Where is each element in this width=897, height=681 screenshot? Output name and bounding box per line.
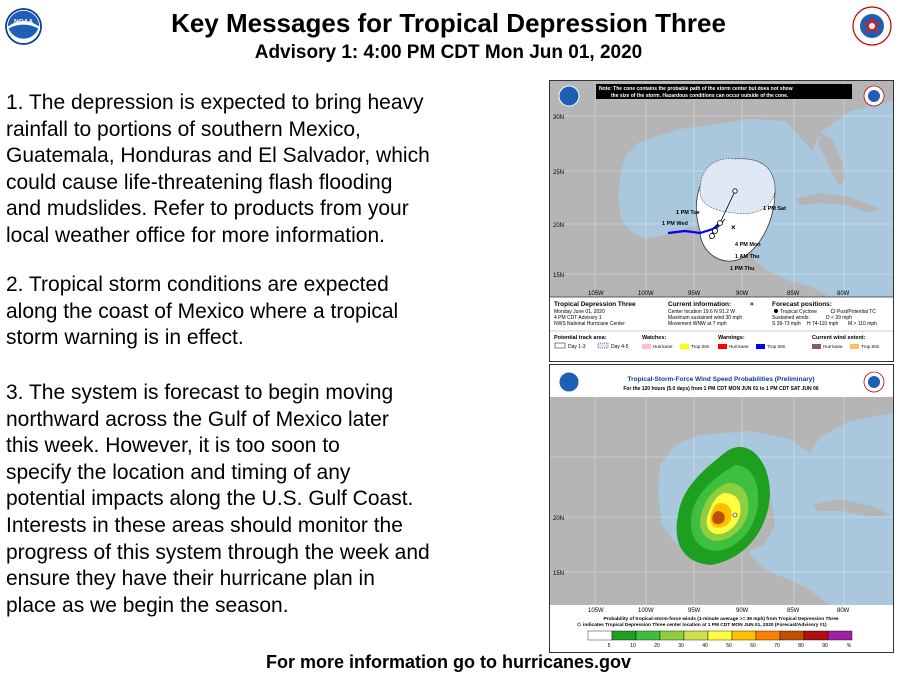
lon-label: 85W [787, 608, 800, 614]
scale-swatch [612, 631, 636, 640]
svg-text:Potential track area:: Potential track area: [554, 335, 607, 341]
svg-text:M > 110 mph: M > 110 mph [848, 321, 877, 327]
svg-text:D < 39 mph: D < 39 mph [826, 315, 852, 321]
current-wind: Maximum sustained wind 30 mph [668, 315, 743, 321]
post-tc-dot [831, 309, 835, 313]
lon-label: 95W [688, 291, 701, 297]
svg-text:Day 1-3: Day 1-3 [568, 344, 586, 350]
storm-center-marker [733, 513, 737, 517]
svg-text:Trop Stm: Trop Stm [767, 344, 786, 349]
page-title: Key Messages for Tropical Depression Three [171, 8, 726, 38]
track-label-thu-am: 1 AM Thu [735, 254, 760, 260]
current-center: Center location 19.6 N 91.2 W [668, 309, 735, 315]
scale-label: 60 [750, 643, 756, 649]
svg-text:Warnings:: Warnings: [718, 335, 745, 341]
lat-label: 15N [553, 571, 565, 577]
cone-graphic [549, 80, 894, 362]
svg-text:Trop Stm: Trop Stm [861, 344, 880, 349]
lon-label: 80W [837, 291, 850, 297]
lon-label: 105W [588, 608, 604, 614]
scale-label: 50 [726, 643, 732, 649]
prob-caption-1: Probability of tropical-storm-force winds (1-minute average >= 39 mph) from Tropical Depression Three [603, 617, 839, 622]
prob-caption-2: indicates Tropical Depression Three center location at 1 PM CDT MON JUN 01, 2020 (Forecast/Advisory #1) [583, 623, 827, 628]
current-info-title: Current information: [668, 301, 732, 308]
prob-title: Tropical-Storm-Force Wind Speed Probabilities (Preliminary) [627, 376, 815, 383]
svg-text:Tropical Cyclone: Tropical Cyclone [780, 309, 818, 315]
scale-swatch [660, 631, 684, 640]
track-label-mon: 4 PM Mon [735, 242, 761, 248]
lat-label: 15N [553, 273, 565, 279]
lon-label: 100W [638, 608, 654, 614]
cone-note-line2: the size of the storm. Hazardous conditions can occur outside of the cone. [611, 93, 789, 99]
advisory-subtitle: Advisory 1: 4:00 PM CDT Mon Jun 01, 2020 [254, 42, 643, 63]
scale-swatch [756, 631, 780, 640]
hurricane-extent-swatch [812, 344, 821, 349]
cone-note-line1: Note: The cone contains the probable path of the storm center but does not show [599, 86, 793, 92]
svg-text:Post/Potential TC: Post/Potential TC [837, 309, 876, 315]
svg-text:S 39-73 mph: S 39-73 mph [772, 321, 801, 327]
lat-label: 30N [553, 115, 565, 121]
storm-name: Tropical Depression Three [554, 301, 636, 308]
tropical-cyclone-dot [774, 309, 778, 313]
track-label-wed: 1 PM Wed [662, 221, 688, 227]
scale-label: 20 [654, 643, 660, 649]
scale-swatch [780, 631, 804, 640]
lat-label: 20N [553, 223, 565, 229]
key-message-3: 3. The system is forecast to begin moving northward across the Gulf of Mexico later this week. However, it is too soon to specify the location and timing of any potential impacts along the U.S. Gulf Coast. Interests in these areas should monitor the progress of this system through the week and ensure they have their hurricane plan in place as we begin the season. [6, 381, 430, 617]
current-position-marker: × [731, 223, 736, 232]
track-point-wed [718, 221, 723, 226]
key-message-2: 2. Tropical storm conditions are expected along the coast of Mexico where a tropical storm warning is in effect. [6, 273, 399, 350]
issuing-center: NWS National Hurricane Center [554, 321, 625, 327]
svg-text:Current wind extent:: Current wind extent: [812, 335, 866, 341]
scale-label: 80 [798, 643, 804, 649]
nws-logo [852, 6, 892, 46]
noaa-small-icon [559, 86, 579, 106]
lon-label: 100W [638, 291, 654, 297]
svg-text:H 74-110 mph: H 74-110 mph [807, 321, 839, 327]
scale-swatch [732, 631, 756, 640]
lon-label: 90W [736, 608, 749, 614]
scale-swatch [684, 631, 708, 640]
hurricane-watch-swatch [642, 344, 651, 349]
svg-text:Hurricane: Hurricane [729, 344, 749, 349]
track-point-thu [710, 234, 715, 239]
scale-label: % [846, 643, 852, 649]
noaa-small-icon [559, 372, 579, 392]
hurricane-warning-swatch [718, 344, 727, 349]
svg-text:Day 4-5: Day 4-5 [611, 344, 629, 350]
scale-swatch [828, 631, 852, 640]
lon-label: 90W [736, 291, 749, 297]
current-movement: Movement WNW at 7 mph [668, 321, 727, 327]
lat-label: 20N [553, 516, 565, 522]
svg-text:Hurricane: Hurricane [823, 344, 843, 349]
scale-swatch [708, 631, 732, 640]
scale-label: 90 [822, 643, 828, 649]
ts-warning-swatch [756, 344, 765, 349]
scale-swatch [588, 631, 612, 640]
svg-text:NOAA: NOAA [13, 18, 34, 26]
scale-label: 30 [678, 643, 684, 649]
svg-text:Sustained winds:: Sustained winds: [772, 315, 810, 321]
scale-swatch [804, 631, 828, 640]
lon-label: 95W [688, 608, 701, 614]
scale-label: 5 [607, 643, 611, 649]
lon-label: 85W [787, 291, 800, 297]
svg-text:Watches:: Watches: [642, 335, 667, 341]
key-message-1: 1. The depression is expected to bring heavy rainfall to portions of southern Mexico, Guatemala, Honduras and El Salvador, which could cause life-threatening flash flooding and mudslides. Refer to products from your local weather office for more information. [6, 91, 430, 247]
forecast-positions-title: Forecast positions: [772, 301, 832, 308]
day45-swatch [598, 343, 608, 348]
scale-swatch [636, 631, 660, 640]
prob-subtitle: For the 120 hours (5.0 days) from 1 PM CDT MON JUN 01 to 1 PM CDT SAT JUN 06 [623, 386, 819, 392]
footer-link-text: For more information go to hurricanes.gov [265, 652, 632, 672]
scale-label: 70 [774, 643, 780, 649]
day13-swatch [555, 343, 565, 348]
lon-label: 105W [588, 291, 604, 297]
scale-label: 10 [630, 643, 636, 649]
advisory-number: 4 PM CDT Advisory 1 [554, 315, 602, 321]
wind-probability-graphic [549, 364, 894, 653]
track-label-tue: 1 PM Tue [676, 210, 700, 216]
scale-label: 40 [702, 643, 708, 649]
ts-extent-swatch [850, 344, 859, 349]
track-label-thu-pm: 1 PM Thu [730, 266, 755, 272]
track-label-sat: 1 PM Sat [763, 206, 786, 212]
svg-text:×: × [750, 301, 754, 308]
svg-text:Hurricane: Hurricane [653, 344, 673, 349]
lat-label: 25N [553, 170, 565, 176]
storm-date: Monday June 01, 2020 [554, 309, 605, 315]
ts-watch-swatch [680, 344, 689, 349]
lon-label: 80W [837, 608, 850, 614]
track-point-sat [733, 189, 737, 193]
svg-text:Trop Stm: Trop Stm [691, 344, 710, 349]
track-point-tue [713, 229, 718, 234]
